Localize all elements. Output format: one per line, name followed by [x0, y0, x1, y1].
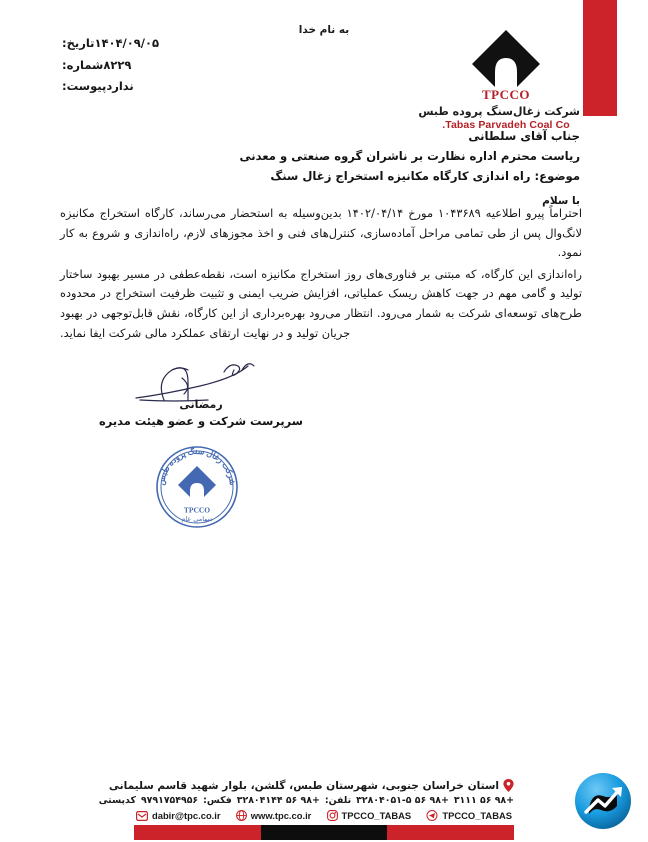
footer-contact-row: [98, 795, 514, 810]
footer-email-label: dabir@tpc.co.ir: [152, 810, 221, 821]
footer-telegram-label: TPCCO_TABAS: [442, 810, 512, 821]
addressee-block: [48, 126, 580, 211]
addressee-name: جناب آقای سلطانی: [468, 129, 580, 143]
footer-telegram[interactable]: [426, 810, 512, 821]
footer-social-row: [134, 810, 514, 825]
footer-bar-black-center: [261, 825, 388, 840]
footer-bar-red-left: [387, 825, 514, 840]
footer-phone-2: +۹۸ ۵۶ ۳۱۱۱: [453, 795, 514, 806]
footer-website-label: www.tpc.co.ir: [250, 810, 312, 821]
meta-date-label: تاریخ:: [62, 36, 95, 50]
svg-text:شرکت زغال سنگ پروده طبس: شرکت زغال سنگ پروده طبس: [156, 446, 238, 486]
letter-greeting: با سلام: [542, 195, 580, 207]
footer-email[interactable]: [136, 810, 221, 821]
footer-bar-red-right: [134, 825, 261, 840]
logo-monogram: TPCCO: [482, 87, 530, 102]
footer-address-row: [108, 779, 514, 795]
header-red-accent-bar: [583, 0, 617, 116]
letter-body: [60, 204, 582, 345]
meta-attachment-label: پیوست:: [62, 79, 107, 93]
svg-text:TPCCO: TPCCO: [183, 505, 211, 515]
meta-row-attachment: [62, 76, 222, 98]
email-icon: [136, 811, 148, 821]
meta-row-number: [62, 55, 222, 77]
instagram-icon: [327, 810, 338, 821]
footer-phone-label: تلفن:: [324, 795, 352, 806]
basmala-text: به نام خدا: [298, 24, 350, 36]
footer-phone-1: +۹۸ ۵۶ ۳۲۸۰۴۰۵۱-۵: [356, 795, 449, 806]
meta-number-value: ۸۲۲۹: [103, 57, 132, 72]
body-paragraph: راه‌اندازی این کارگاه، که مبتنی بر فناوری‌های روز استخراج مکانیزه است، نقطه‌عطفی در مسیر بهبود ساختار تولید و گامی مهم در جهت کاهش ریسک عملیاتی، افزایش ضریب ایمنی و تثبیت ظرفیت استخراج در محدوده طرح‌های توسعه‌ای شرکت به شمار می‌رود. انتظار می‌رود بهره‌برداری از این کارگاه، نقش قابل‌توجهی در بهبود جریان تولید و در نهایت ارتقای عملکرد مالی شرکت ایفا نماید.: [60, 266, 582, 340]
footer-fax-label: فکس:: [203, 795, 232, 806]
footer-instagram-label: TPCCO_TABAS: [341, 810, 412, 821]
body-paragraph: احتراماً پیرو اطلاعیه ۱۰۴۳۶۸۹ مورخ ۱۴۰۲/۰۴/۱۴ بدین‌وسیله به استحضار می‌رساند، کارگاه استخراج مکانیزه لانگ‌وال پس از طی تمامی مراحل آماده‌سازی، کنترل‌های فنی و اخذ مجوزهای لازم، راه‌اندازی و شروع به کار نمود.: [60, 206, 582, 260]
globe-icon: [236, 810, 247, 821]
meta-row-date: [62, 33, 222, 55]
footer-color-bar: [134, 825, 514, 840]
footer-postal-code: ۹۷۹۱۷۵۴۹۵۶: [140, 795, 199, 806]
addressee-position: ریاست محترم اداره نظارت بر ناشران گروه صنعتی و معدنی: [239, 149, 580, 163]
company-name-en: Tabas Parvadeh Coal Co.: [442, 119, 570, 131]
company-round-seal-icon: [152, 442, 242, 532]
telegram-icon: [426, 810, 438, 821]
meta-attachment-value: ندارد: [106, 79, 134, 93]
svg-text:سهامی عام: سهامی عام: [181, 515, 213, 523]
footer-postal-label: کدپستی: [98, 795, 136, 806]
footer-website[interactable]: [236, 810, 312, 821]
footer-fax-value: +۹۸ ۵۶ ۳۲۸۰۴۱۴۴: [236, 795, 320, 806]
company-name-fa: شرکت زغال‌سنگ پروده طبس: [418, 105, 580, 118]
meta-number-label: شماره:: [62, 57, 104, 72]
letter-meta-block: [62, 33, 222, 98]
letter-subject: موضوع: راه اندازی کارگاه مکانیزه استخراج زغال سنگ: [270, 169, 580, 183]
signer-name: رمضانی: [179, 398, 223, 411]
letterhead-logo-block: [418, 28, 580, 131]
footer-address-text: استان خراسان جنوبی، شهرستان طبس، گلشن، بلوار شهید قاسم سلیمانی: [108, 779, 499, 792]
document-footer: [0, 779, 648, 842]
footer-contact-lines: [98, 779, 514, 825]
signer-title: سرپرست شرکت و عضو هیئت مدیره: [99, 414, 303, 428]
codal-market-chart-icon: [572, 770, 634, 832]
signature-block: [96, 356, 306, 428]
location-pin-icon: [503, 779, 514, 792]
footer-instagram[interactable]: [327, 810, 412, 821]
meta-date-value: ۱۴۰۴/۰۹/۰۵: [94, 36, 160, 50]
handwritten-signature: [96, 356, 306, 404]
tpcco-diamond-mine-logo-icon: [470, 28, 542, 100]
